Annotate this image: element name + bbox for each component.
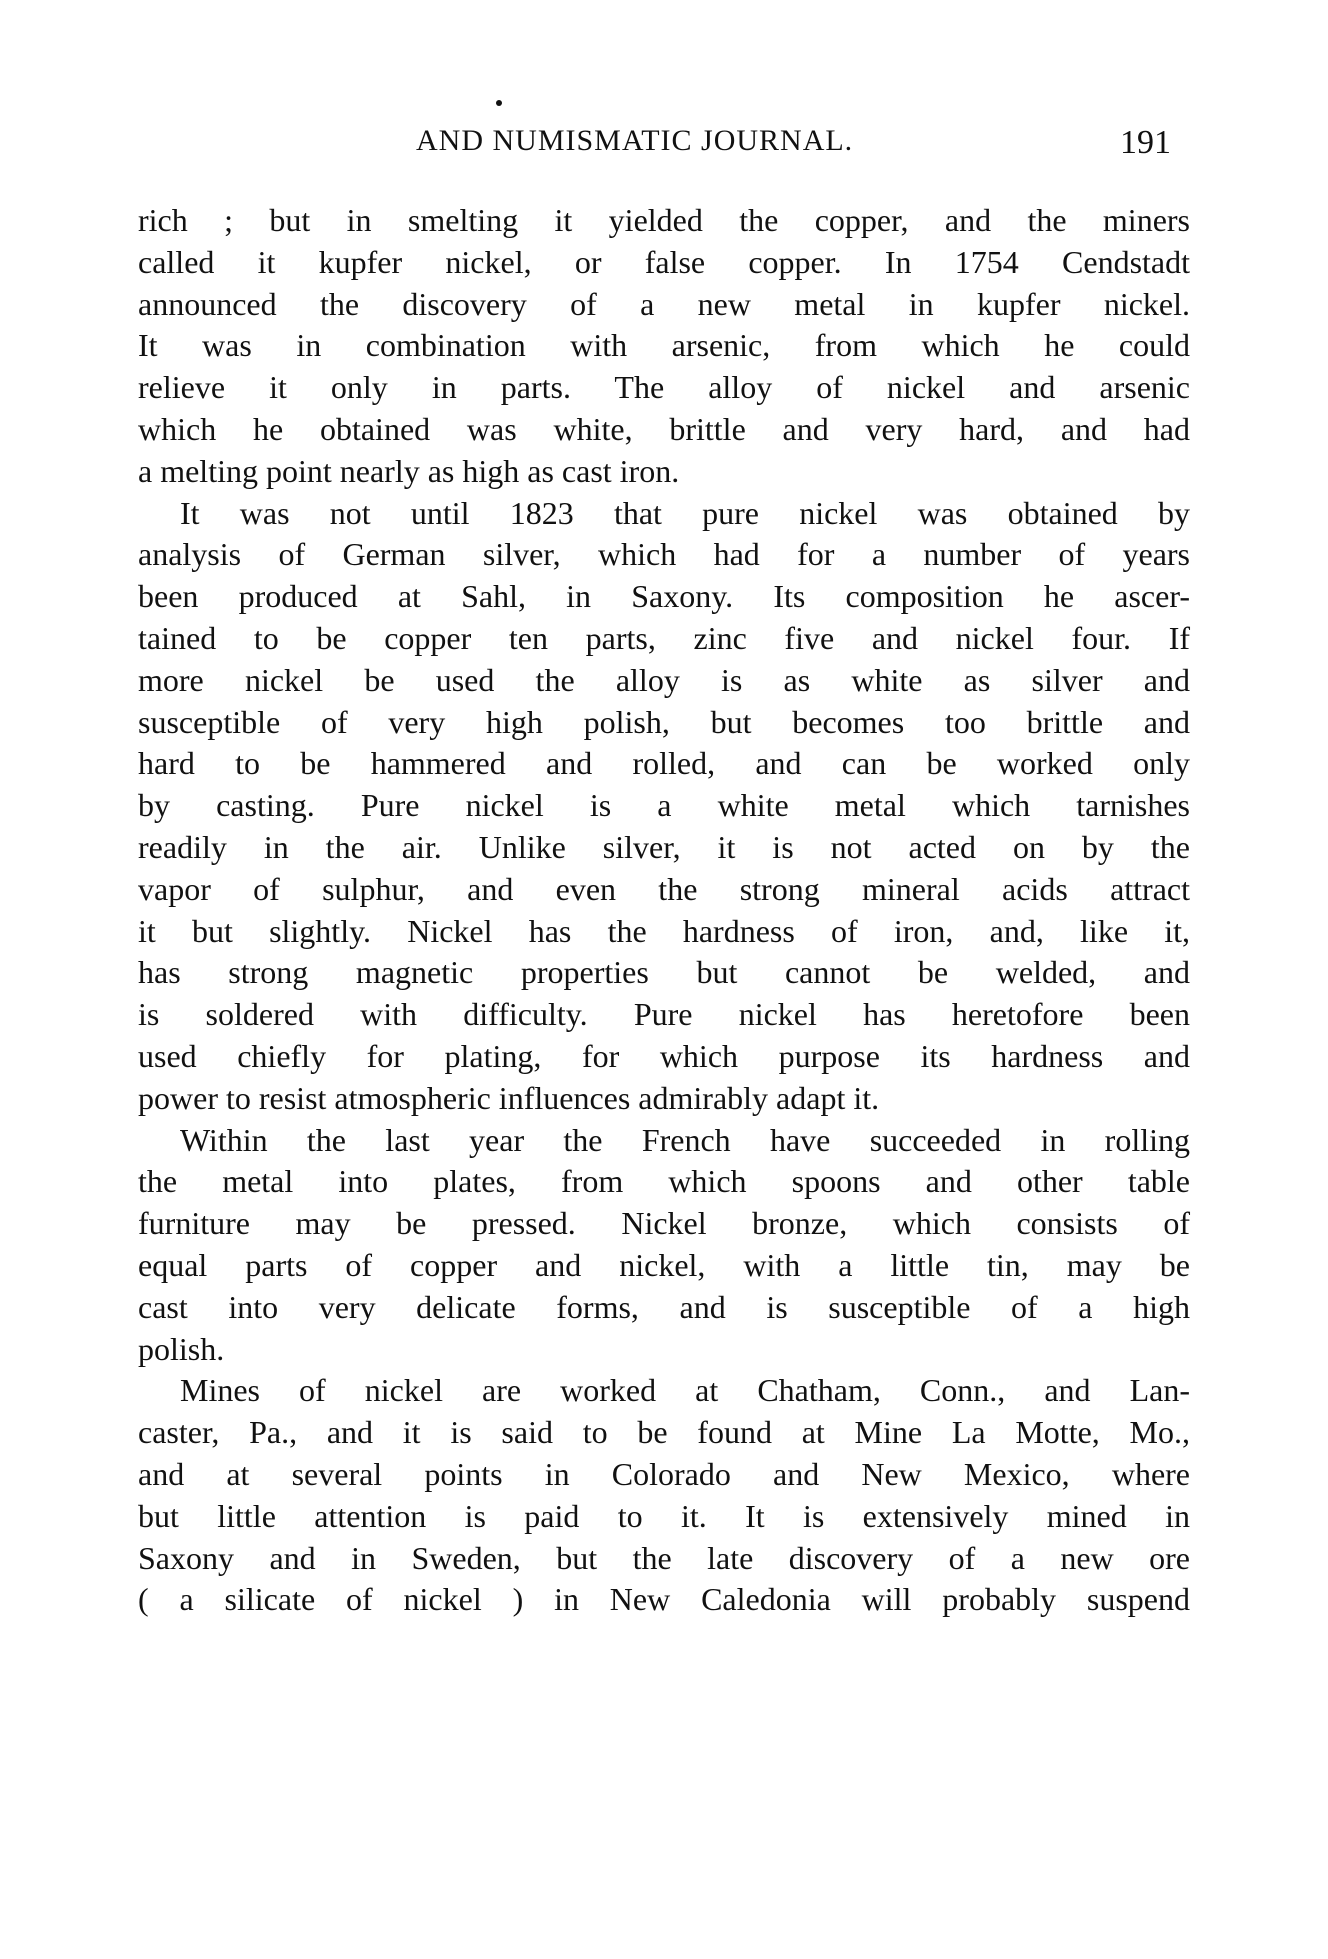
- text-line: cast into very delicate forms, and is susceptible of a high: [138, 1288, 1190, 1325]
- text-line: called it kupfer nickel, or false copper. In 1754 Cendstadt: [138, 243, 1190, 280]
- page-number: 191: [1120, 124, 1171, 161]
- text-line: equal parts of copper and nickel, with a little tin, may be: [138, 1246, 1190, 1283]
- text-line: the metal into plates, from which spoons and other table: [138, 1163, 1190, 1200]
- text-line: Saxony and in Sweden, but the late discovery of a new ore: [138, 1539, 1190, 1576]
- text-line: more nickel be used the alloy is as white as silver and: [138, 661, 1190, 698]
- text-line: rich ; but in smelting it yielded the copper, and the miners: [138, 202, 1190, 238]
- text-line: has strong magnetic properties but cannot be welded, and: [138, 954, 1190, 991]
- text-line: vapor of sulphur, and even the strong mineral acids attract: [138, 870, 1190, 907]
- text-line: it but slightly. Nickel has the hardness of iron, and, like it,: [138, 912, 1190, 949]
- text-line: power to resist atmospheric influences admirably adapt it.: [138, 1079, 880, 1116]
- text-line: polish.: [138, 1330, 225, 1367]
- text-line: ( a silicate of nickel ) in New Caledonia will probably suspend: [138, 1581, 1190, 1618]
- text-line: announced the discovery of a new metal in kupfer nickel.: [138, 285, 1190, 322]
- text-line: relieve it only in parts. The alloy of nickel and arsenic: [138, 369, 1190, 406]
- text-line: analysis of German silver, which had for a number of years: [138, 536, 1190, 573]
- text-line: used chiefly for plating, for which purpose its hardness and: [138, 1037, 1190, 1074]
- text-line: It was not until 1823 that pure nickel was obtained by: [180, 494, 1190, 531]
- text-line: and at several points in Colorado and New Mexico, where: [138, 1455, 1190, 1492]
- running-head: AND NUMISMATIC JOURNAL.: [416, 124, 854, 157]
- text-line: readily in the air. Unlike silver, it is not acted on by the: [138, 828, 1190, 865]
- text-line: It was in combination with arsenic, from which he could: [138, 327, 1190, 364]
- text-line: tained to be copper ten parts, zinc five and nickel four. If: [138, 619, 1190, 656]
- text-line: by casting. Pure nickel is a white metal which tarnishes: [138, 787, 1190, 824]
- text-line: is soldered with difficulty. Pure nickel has heretofore been: [138, 996, 1190, 1033]
- body-text: [138, 200, 1190, 1621]
- text-line: but little attention is paid to it. It is extensively mined in: [138, 1497, 1190, 1534]
- text-line: which he obtained was white, brittle and very hard, and had: [138, 410, 1190, 447]
- text-line: Within the last year the French have succeeded in rolling: [180, 1121, 1190, 1158]
- printer-mark: [496, 100, 502, 106]
- text-line: Mines of nickel are worked at Chatham, Conn., and Lan-: [180, 1372, 1190, 1409]
- text-line: susceptible of very high polish, but becomes too brittle and: [138, 703, 1190, 740]
- text-line: a melting point nearly as high as cast iron.: [138, 452, 680, 489]
- text-line: hard to be hammered and rolled, and can be worked only: [138, 745, 1190, 782]
- text-line: furniture may be pressed. Nickel bronze, which consists of: [138, 1205, 1190, 1242]
- text-line: been produced at Sahl, in Saxony. Its composition he ascer-: [138, 578, 1190, 615]
- text-line: caster, Pa., and it is said to be found at Mine La Motte, Mo.,: [138, 1414, 1190, 1451]
